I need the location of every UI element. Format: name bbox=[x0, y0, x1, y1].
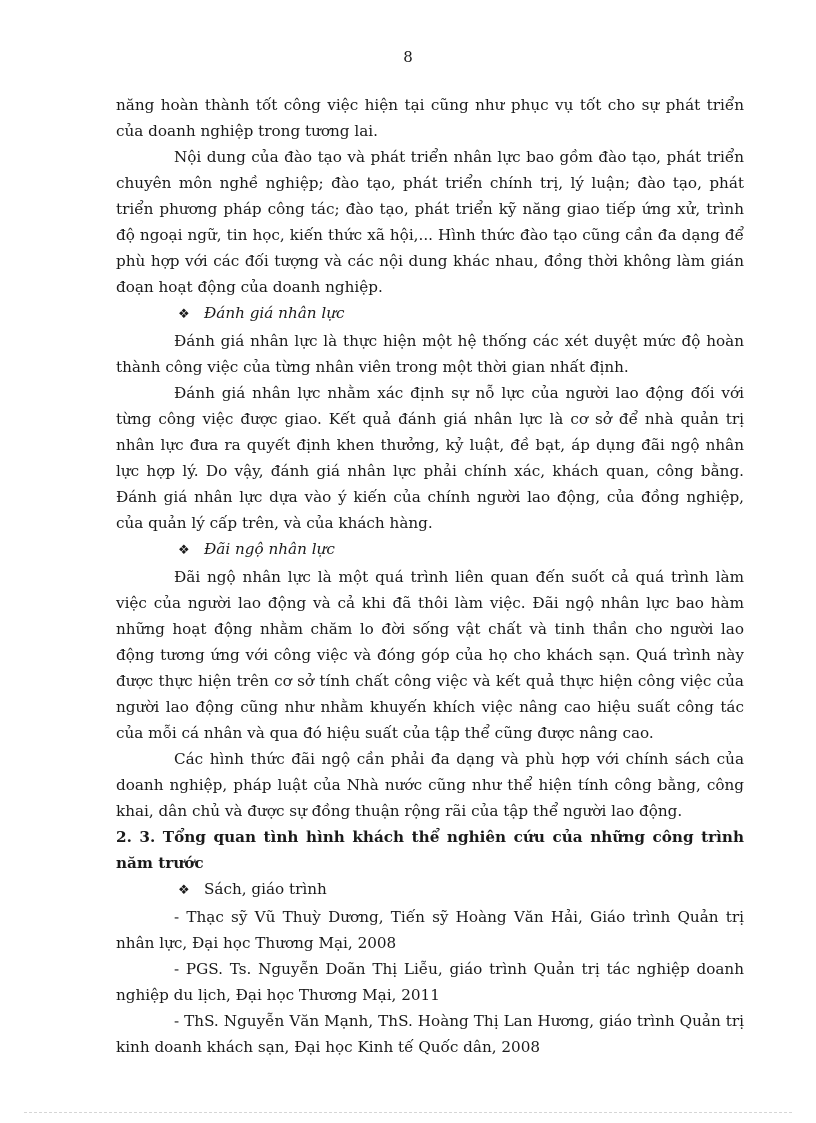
reference-item: - PGS. Ts. Nguyễn Doãn Thị Liễu, giáo trình Quản trị tác nghiệp doanh nghiệp du lịch, Đại học Thương Mại, 2011 bbox=[116, 960, 744, 1004]
diamond-bullet-icon: ❖ bbox=[178, 543, 190, 558]
paragraph-training-content: Nội dung của đào tạo và phát triển nhân lực bao gồm đào tạo, phát triển chuyên môn nghề nghiệp; đào tạo, phát triển chính trị, lý luận; đào tạo, phát triển phương pháp công tác; đào tạo, phát triển kỹ năng giao tiếp ứng xử, trình độ ngoại ngữ, tin học, kiến thức xã hội,... Hình thức đào tạo cũng cần đa dạng để phù hợp với các đối tượng và các nội dung khác nhau, đồng thời không làm gián đoạn hoạt động của doanh nghiệp. bbox=[116, 148, 744, 296]
reference-item: - ThS. Nguyễn Văn Mạnh, ThS. Hoàng Thị Lan Hương, giáo trình Quản trị kinh doanh khách sạn, Đại học Kinh tế Quốc dân, 2008 bbox=[116, 1012, 744, 1056]
page-number: 8 bbox=[403, 48, 413, 66]
heading-text: Đãi ngộ nhân lực bbox=[204, 540, 335, 558]
heading-dai-ngo-nhan-luc bbox=[178, 536, 744, 564]
document-body bbox=[116, 92, 744, 1060]
heading-text: Sách, giáo trình bbox=[204, 880, 327, 898]
paragraph-dai-ngo-1: Đãi ngộ nhân lực là một quá trình liên quan đến suốt cả quá trình làm việc của người lao động và cả khi đã thôi làm việc. Đãi ngộ nhân lực bao hàm những hoạt động nhằm chăm lo đời sống vật chất và tinh thần cho người lao động tương ứng với công việc và đóng góp của họ cho khách sạn. Quá trình này được thực hiện trên cơ sở tính chất công việc và kết quả thực hiện công việc của người lao động cũng như nhằm khuyến khích việc nâng cao hiệu suất công tác của mỗi cá nhân và qua đó hiệu suất của tập thể cũng được nâng cao. bbox=[116, 568, 744, 742]
paragraph-dai-ngo-2: Các hình thức đãi ngộ cần phải đa dạng và phù hợp với chính sách của doanh nghiệp, pháp luật của Nhà nước cũng như thể hiện tính công bằng, công khai, dân chủ và được sự đồng thuận rộng rãi của tập thể người lao động. bbox=[116, 750, 744, 820]
heading-sach-giao-trinh bbox=[178, 876, 744, 904]
heading-text: Đánh giá nhân lực bbox=[204, 304, 345, 322]
heading-danh-gia-nhan-luc bbox=[178, 300, 744, 328]
paragraph-danh-gia-2: Đánh giá nhân lực nhằm xác định sự nỗ lực của người lao động đối với từng công việc được giao. Kết quả đánh giá nhân lực là cơ sở để nhà quản trị nhân lực đưa ra quyết định khen thưởng, kỷ luật, đề bạt, áp dụng đãi ngộ nhân lực hợp lý. Do vậy, đánh giá nhân lực phải chính xác, khách quan, công bằng. Đánh giá nhân lực dựa vào ý kiến của chính người lao động, của đồng nghiệp, của quản lý cấp trên, và của khách hàng. bbox=[116, 384, 744, 532]
page-bottom-divider bbox=[24, 1112, 792, 1113]
paragraph-continuation: năng hoàn thành tốt công việc hiện tại cũng như phục vụ tốt cho sự phát triển của doanh nghiệp trong tương lai. bbox=[116, 96, 744, 140]
section-heading-2-3: 2. 3. Tổng quan tình hình khách thể nghiên cứu của những công trình năm trước bbox=[116, 828, 744, 872]
reference-item: - Thạc sỹ Vũ Thuỳ Dương, Tiến sỹ Hoàng Văn Hải, Giáo trình Quản trị nhân lực, Đại học Thương Mại, 2008 bbox=[116, 908, 744, 952]
diamond-bullet-icon: ❖ bbox=[178, 307, 190, 322]
diamond-bullet-icon: ❖ bbox=[178, 883, 190, 898]
paragraph-danh-gia-1: Đánh giá nhân lực là thực hiện một hệ thống các xét duyệt mức độ hoàn thành công việc của từng nhân viên trong một thời gian nhất định. bbox=[116, 332, 744, 376]
